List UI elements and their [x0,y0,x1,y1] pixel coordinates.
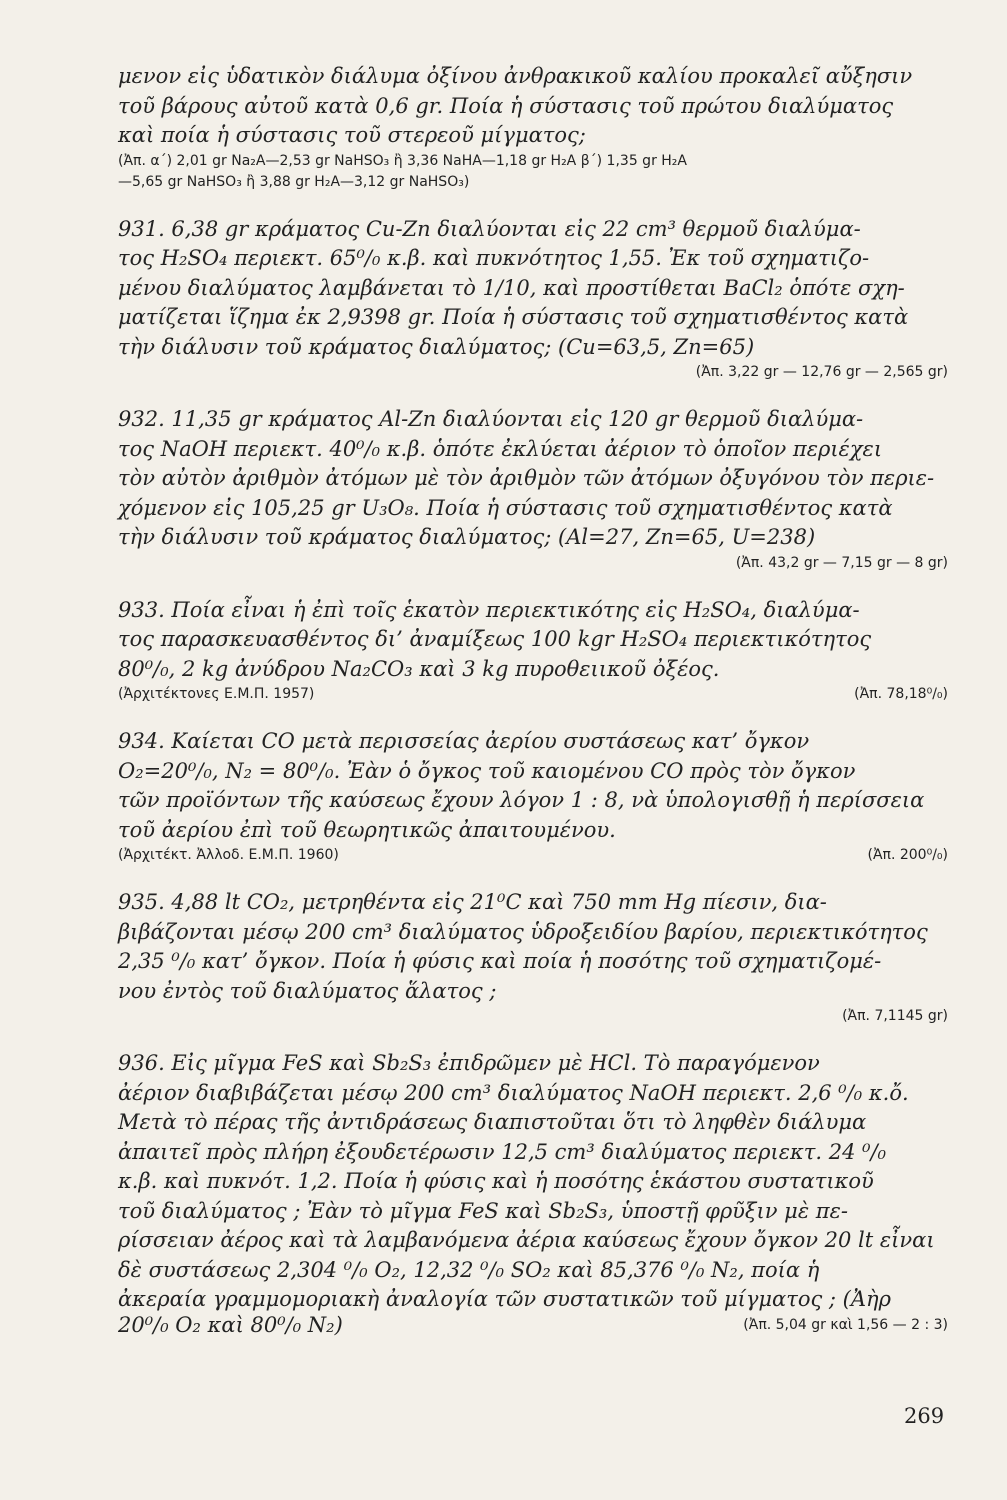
text-line: τοῦ διαλύματος ; Ἐὰν τὸ μῖγμα FeS καὶ Sb₂S₃, ὑποστῇ φρῦξιν μὲ πε- [118,1198,848,1223]
text-line: δὲ συστάσεως 2,304 ⁰/₀ O₂, 12,32 ⁰/₀ SO₂ καὶ 85,376 ⁰/₀ N₂, ποία ἡ [118,1257,820,1282]
text-line: καὶ ποία ἡ σύστασις τοῦ στερεοῦ μίγματος; [118,123,586,147]
answer-line [118,362,948,383]
text-line: τος NaOH περιεκτ. 40⁰/₀ κ.β. ὁπότε ἐκλύεται ἀέριον τὸ ὁποῖον περιέχει [118,436,883,461]
problem-933 [118,596,948,706]
text-line: 936. Εἰς μῖγμα FeS καὶ Sb₂S₃ ἐπιδρῶμεν μὲ HCl. Τὸ παραγόμενον [118,1051,820,1075]
text-line: τος H₂SO₄ περιεκτ. 65⁰/₀ κ.β. καὶ πυκνότητος 1,55. Ἐκ τοῦ σχηματιζο- [118,246,870,270]
text-line: 80⁰/₀, 2 kg ἀνύδρου Na₂CO₃ καὶ 3 kg πυροθειικοῦ ὀξέος. [118,656,720,681]
text-line: τὴν διάλυσιν τοῦ κράματος διαλύματος; (Al=27, Zn=65, U=238) [118,525,816,549]
answer-line [118,1312,948,1337]
page-text [118,62,948,1336]
problem-932 [118,405,948,574]
text-line: νου ἐντὸς τοῦ διαλύματος ἅλατος ; [118,978,497,1003]
text-line: 933. Ποία εἶναι ἡ ἐπὶ τοῖς ἑκατὸν περιεκτικότης εἰς H₂SO₄, διαλύμα- [118,597,860,622]
text-line: τοῦ βάρους αὐτοῦ κατὰ 0,6 gr. Ποία ἡ σύστασις τοῦ πρώτου διαλύματος [118,93,894,118]
answer-line [118,553,948,574]
text-line: ἀπαιτεῖ πρὸς πλήρη ἐξουδετέρωσιν 12,5 cm³ διαλύματος περιεκτ. 24 ⁰/₀ [118,1139,887,1164]
text-line: μένου διαλύματος λαμβάνεται τὸ 1/10, καὶ προστίθεται BaCl₂ ὁπότε σχη- [118,275,905,300]
answer-text: (Ἀπ. 43,2 gr — 7,15 gr — 8 gr) [735,554,948,571]
text-line: χόμενον εἰς 105,25 gr U₃O₈. Ποία ἡ σύστασις τοῦ σχηματισθέντος κατὰ [118,495,893,520]
answer-line [118,845,948,866]
problem-continuation [118,62,948,193]
text-line: τος παρασκευασθέντος δι’ ἀναμίξεως 100 kgr H₂SO₄ περιεκτικότητος [118,627,872,651]
text-line: 20⁰/₀ O₂ καὶ 80⁰/₀ N₂) [118,1312,343,1337]
text-line: τὸν αὐτὸν ἀριθμὸν ἀτόμων μὲ τὸν ἀριθμὸν τῶν ἀτόμων ὀξυγόνου τὸν περιε- [118,466,935,490]
text-line: ρίσσειαν ἀέρος καὶ τὰ λαμβανόμενα ἀέρια καύσεως ἔχουν ὄγκον 20 lt εἶναι [118,1228,935,1252]
text-line: Μετὰ τὸ πέρας τῆς ἀντιδράσεως διαπιστοῦται ὅτι τὸ ληφθὲν διάλυμα [118,1110,867,1134]
text-line: ἀκεραία γραμμομοριακὴ ἀναλογία τῶν συστατικῶν τοῦ μίγματος ; (Ἀὴρ [118,1287,891,1311]
answer-text: —5,65 gr NaHSO₃ ἢ 3,88 gr H₂A—3,12 gr NaHSO₃) [118,173,470,190]
answer-line [118,151,948,172]
answer-line [118,1006,948,1027]
text-line: O₂=20⁰/₀, N₂ = 80⁰/₀. Ἐὰν ὁ ὄγκος τοῦ καιομένου CO πρὸς τὸν ὄγκον [118,758,856,783]
text-line: 934. Καίεται CO μετὰ περισσείας ἀερίου συστάσεως κατ’ ὄγκον [118,729,810,753]
source-text: (Ἀρχιτέκτονες Ε.Μ.Π. 1957) [118,686,315,702]
answer-text: (Ἀπ. 7,1145 gr) [842,1008,948,1024]
source-text: (Ἀρχιτέκτ. Ἀλλοδ. Ε.Μ.Π. 1960) [118,847,339,863]
answer-text: (Ἀπ. 78,18⁰/₀) [854,686,948,702]
problem-934 [118,727,948,866]
answer-text: (Ἀπ. α΄) 2,01 gr Na₂A—2,53 gr NaHSO₃ ἢ 3,36 NaHA—1,18 gr H₂A β΄) 1,35 gr H₂A [118,152,687,169]
text-line: τῶν προϊόντων τῆς καύσεως ἔχουν λόγον 1 : 8, νὰ ὑπολογισθῇ ἡ περίσσεια [118,788,925,812]
text-line: ἀέριον διαβιβάζεται μέσῳ 200 cm³ διαλύματος NaOH περιεκτ. 2,6 ⁰/₀ κ.ὄ. [118,1080,909,1105]
answer-line [118,172,948,193]
text-line: 2,35 ⁰/₀ κατ’ ὄγκον. Ποία ἡ φύσις καὶ ποία ἡ ποσότης τοῦ σχηματιζομέ- [118,949,882,973]
text-line: 931. 6,38 gr κράματος Cu-Zn διαλύονται εἰς 22 cm³ θερμοῦ διαλύμα- [118,216,861,241]
text-line: κ.β. καὶ πυκνότ. 1,2. Ποία ἡ φύσις καὶ ἡ ποσότης ἑκάστου συστατικοῦ [118,1169,874,1193]
answer-text: (Ἀπ. 5,04 gr καὶ 1,56 — 2 : 3) [743,1316,948,1333]
answer-text: (Ἀπ. 3,22 gr — 12,76 gr — 2,565 gr) [695,364,948,380]
text-line: ματίζεται ἵζημα ἐκ 2,9398 gr. Ποία ἡ σύστασις τοῦ σχηματισθέντος κατὰ [118,305,909,329]
text-line: μενον εἰς ὑδατικὸν διάλυμα ὀξίνου ἀνθρακικοῦ καλίου προκαλεῖ αὔξησιν [118,64,913,88]
text-line: 935. 4,88 lt CO₂, μετρηθέντα εἰς 21⁰C καὶ 750 mm Hg πίεσιν, δια- [118,890,827,914]
text-line: βιβάζονται μέσῳ 200 cm³ διαλύματος ὑδροξειδίου βαρίου, περιεκτικότητος [118,919,928,944]
problem-931 [118,215,948,384]
text-line: τὴν διάλυσιν τοῦ κράματος διαλύματος; (Cu=63,5, Zn=65) [118,334,755,359]
answer-text: (Ἀπ. 200⁰/₀) [867,847,948,863]
answer-line [118,684,948,705]
problem-935 [118,888,948,1027]
text-line: τοῦ ἀερίου ἐπὶ τοῦ θεωρητικῶς ἀπαιτουμένου. [118,817,616,842]
problem-936 [118,1049,948,1336]
text-line: 932. 11,35 gr κράματος Al-Zn διαλύονται εἰς 120 gr θερμοῦ διαλύμα- [118,407,864,431]
page-number: 269 [904,1404,945,1428]
